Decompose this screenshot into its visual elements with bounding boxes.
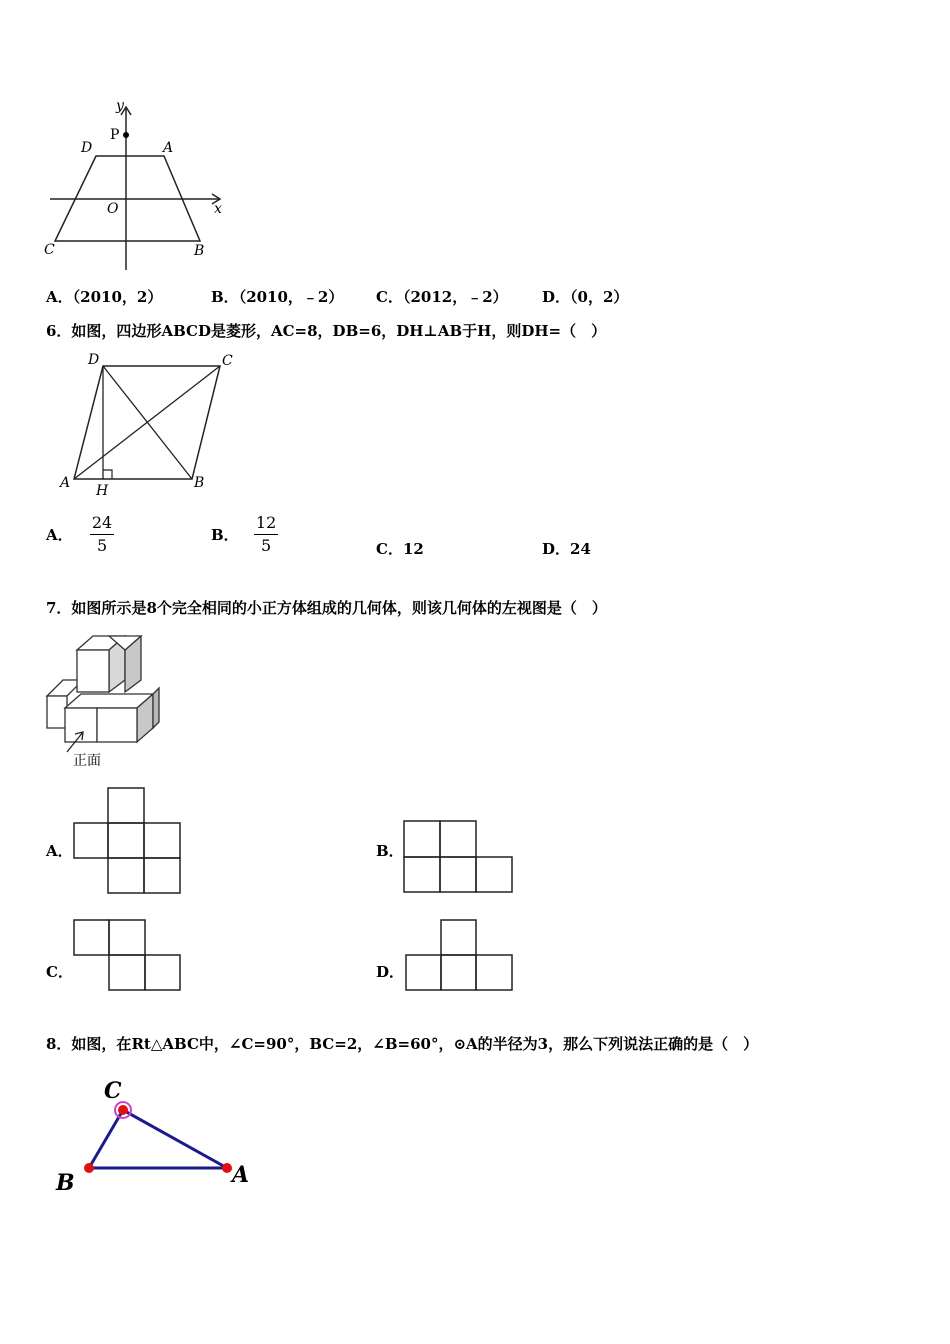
option-letter: A．	[46, 288, 73, 306]
option-letter: D．	[542, 540, 571, 558]
fraction	[90, 512, 114, 557]
q7-option-b-letter[interactable]: B．	[376, 842, 404, 860]
label-b: B	[194, 475, 205, 491]
q6-option-d[interactable]	[542, 538, 591, 559]
option-text: （2010，2）	[72, 288, 163, 306]
q6-stem: 6．如图，四边形ABCD是菱形，AC=8，DB=6，DH⊥AB于H，则DH=（ ）	[46, 322, 607, 340]
label-c: C	[222, 353, 233, 369]
denominator: 5	[261, 536, 272, 555]
denominator: 5	[96, 536, 108, 555]
q7-option-a-letter[interactable]: A．	[46, 842, 73, 860]
q7-cube-figure	[43, 632, 163, 772]
option-text: （2010，﹣2）	[238, 288, 344, 306]
q7-option-b-view[interactable]	[402, 819, 516, 895]
label-d: D	[81, 140, 93, 156]
option-text: 12	[402, 540, 424, 558]
label-b: B	[56, 1170, 75, 1194]
point-p	[123, 132, 129, 138]
q5-option-b[interactable]	[211, 286, 343, 307]
option-letter: C．	[376, 540, 403, 558]
q6-option-a[interactable]	[46, 512, 114, 557]
q7-option-d-view[interactable]	[404, 918, 518, 994]
label-c: C	[44, 242, 55, 258]
q5-option-d[interactable]	[542, 286, 628, 307]
q6-option-c[interactable]	[376, 538, 424, 559]
label-x: x	[214, 201, 222, 217]
q7-stem: 7．如图所示是8个完全相同的小正方体组成的几何体，则该几何体的左视图是（ ）	[46, 599, 607, 617]
option-text: （2012，﹣2）	[402, 288, 508, 306]
option-letter: C．	[376, 288, 403, 306]
option-letter: B．	[211, 288, 239, 306]
point-a	[222, 1163, 232, 1173]
option-letter: A．	[46, 526, 73, 544]
option-letter: D．	[542, 288, 571, 306]
q5-trapezoid-figure	[44, 95, 229, 275]
numerator: 24	[90, 512, 114, 535]
label-c: C	[104, 1078, 122, 1104]
option-text: （0，2）	[570, 288, 629, 306]
numerator: 12	[254, 512, 278, 535]
label-b: B	[194, 243, 205, 259]
option-letter: B．	[211, 526, 239, 544]
point-b	[84, 1163, 94, 1173]
q6-rhombus-figure	[56, 348, 241, 500]
label-p: P	[110, 127, 120, 143]
q6-option-b[interactable]	[211, 512, 278, 557]
front-caption: 正面	[73, 753, 101, 769]
triangle-abc	[89, 1110, 227, 1168]
label-a: A	[232, 1162, 250, 1188]
label-h: H	[96, 483, 109, 499]
q7-option-d-letter[interactable]: D．	[376, 963, 405, 981]
label-a: A	[60, 475, 71, 491]
q8-triangle-figure	[50, 1072, 260, 1194]
label-a: A	[163, 140, 174, 156]
q7-option-c-view[interactable]	[72, 918, 184, 994]
diagonal-db	[103, 366, 192, 479]
q8-stem: 8．如图，在Rt△ABC中，∠C=90°，BC=2，∠B=60°，⊙A的半径为3，那么下列说法正确的是（ ）	[46, 1035, 759, 1053]
q7-option-c-letter[interactable]: C．	[46, 963, 73, 981]
label-d: D	[88, 352, 100, 368]
point-c	[118, 1105, 128, 1115]
fraction	[254, 512, 278, 557]
q7-option-a-view[interactable]	[72, 786, 184, 896]
label-o: O	[107, 201, 119, 217]
option-text: 24	[570, 540, 591, 558]
label-y: y	[116, 98, 124, 114]
right-angle-mark	[103, 470, 112, 479]
q5-option-c[interactable]	[376, 286, 508, 307]
q5-option-a[interactable]	[46, 286, 162, 307]
